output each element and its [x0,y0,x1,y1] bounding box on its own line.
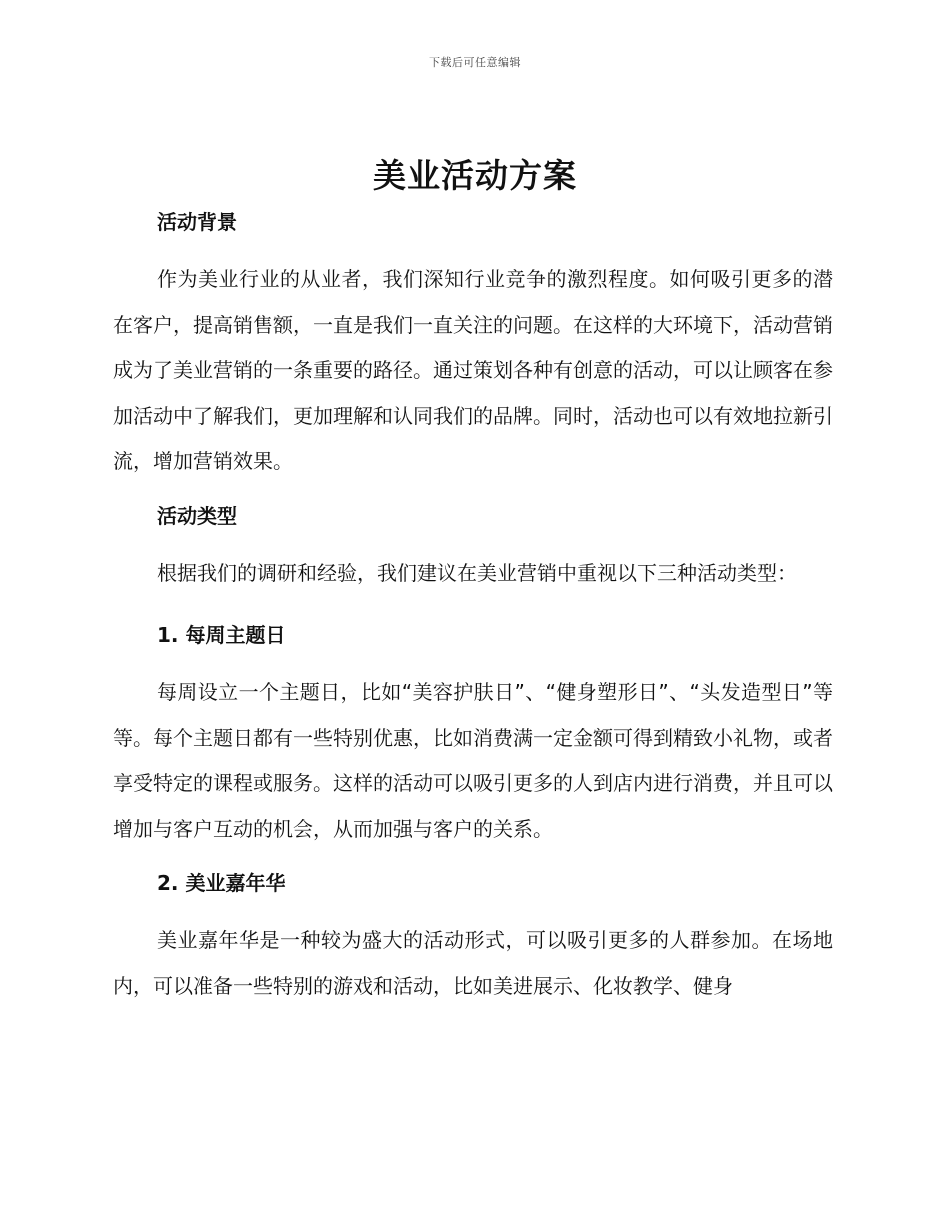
paragraph-background: 作为美业行业的从业者，我们深知行业竞争的激烈程度。如何吸引更多的潜在客户，提高销售额，一直是我们一直关注的问题。在这样的大环境下，活动营销成为了美业营销的一条重要的路径。通过策划各种有创意的活动，可以让顾客在参加活动中了解我们，更加理解和认同我们的品牌。同时，活动也可以有效地拉新引流，增加营销效果。 [113,267,833,473]
section-heading-activity-types: 活动类型 [157,503,237,528]
paragraph-activity-types: 根据我们的调研和经验，我们建议在美业营销中重视以下三种活动类型： [157,560,797,585]
document-body [113,205,833,1009]
header-note: 下载后可任意编辑 [429,56,521,69]
section-heading-beauty-carnival: 2. 美业嘉年华 [157,871,286,895]
document-title: 美业活动方案 [373,156,577,195]
paragraph-beauty-carnival: 美业嘉年华是一种较为盛大的活动形式，可以吸引更多的人群参加。在场地内，可以准备一些特别的游戏和活动，比如美进展示、化妆教学、健身 [113,928,833,998]
paragraph-weekly-theme-day: 每周设立一个主题日，比如“美容护肤日”、“健身塑形日”、“头发造型日”等等。每个主题日都有一些特别优惠，比如消费满一定金额可得到精致小礼物，或者享受特定的课程或服务。这样的活动可以吸引更多的人到店内进行消费，并且可以增加与客户互动的机会，从而加强与客户的关系。 [113,680,833,841]
section-heading-background: 活动背景 [157,210,237,234]
section-heading-weekly-theme-day: 1. 每周主题日 [157,623,286,647]
